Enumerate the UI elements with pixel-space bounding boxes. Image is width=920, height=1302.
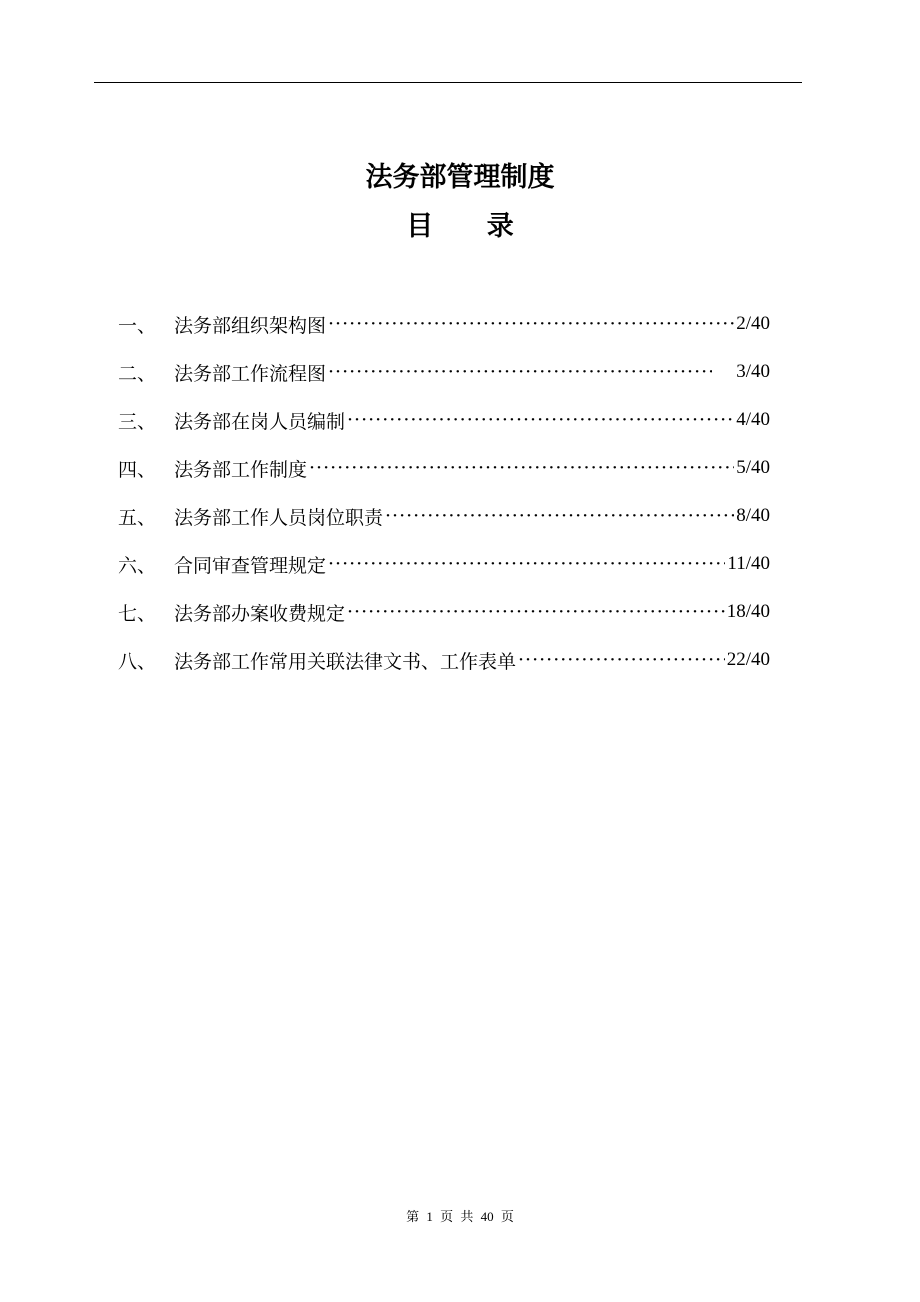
toc-entry-number: 五、 xyxy=(118,506,157,529)
toc-dot-leader xyxy=(309,457,734,479)
toc-entry[interactable] xyxy=(118,540,770,588)
toc-entry-page: 8/40 xyxy=(736,505,770,526)
toc-entry-title: 法务部工作流程图 xyxy=(174,362,327,385)
toc-entry-number: 七、 xyxy=(118,602,157,625)
toc-dot-leader xyxy=(328,553,725,575)
header-rule xyxy=(94,82,802,83)
toc-entry-page: 11/40 xyxy=(727,553,770,574)
toc-entry-title: 法务部组织架构图 xyxy=(174,314,327,337)
page-footer: 第 1 页 共 40 页 xyxy=(406,1209,514,1224)
toc-entry-number: 一、 xyxy=(118,314,157,337)
toc-dot-leader xyxy=(347,409,734,431)
toc-entry-number: 三、 xyxy=(118,410,157,433)
toc-entry[interactable] xyxy=(118,396,770,444)
document-title: 法务部管理制度 xyxy=(365,162,555,193)
toc-entry-page: 2/40 xyxy=(736,313,770,334)
toc-dot-leader xyxy=(518,649,725,671)
toc-entry-title: 法务部工作人员岗位职责 xyxy=(174,506,384,529)
toc-entry-page: 4/40 xyxy=(736,409,770,430)
toc-entry-page: 5/40 xyxy=(736,457,770,478)
toc-entry[interactable] xyxy=(118,444,770,492)
toc-dot-leader xyxy=(385,505,734,527)
toc-entry-title: 法务部在岗人员编制 xyxy=(174,410,346,433)
table-of-contents xyxy=(118,300,770,684)
toc-entry[interactable] xyxy=(118,492,770,540)
toc-entry[interactable] xyxy=(118,348,770,396)
toc-entry-number: 二、 xyxy=(118,362,157,385)
toc-entry-title: 法务部工作制度 xyxy=(174,458,308,481)
toc-entry-title: 合同审查管理规定 xyxy=(174,554,327,577)
toc-entry-number: 四、 xyxy=(118,458,157,481)
toc-entry-number: 八、 xyxy=(118,650,157,673)
toc-entry[interactable] xyxy=(118,636,770,684)
toc-dot-leader xyxy=(347,601,725,623)
toc-entry-title: 法务部工作常用关联法律文书、工作表单 xyxy=(174,650,517,673)
toc-dot-leader xyxy=(328,313,734,335)
toc-entry-page: 22/40 xyxy=(726,649,770,670)
toc-entry-title: 法务部办案收费规定 xyxy=(174,602,346,625)
toc-dot-leader xyxy=(328,361,712,383)
toc-entry[interactable] xyxy=(118,300,770,348)
toc-entry[interactable] xyxy=(118,588,770,636)
toc-heading: 目 录 xyxy=(406,211,536,242)
toc-entry-number: 六、 xyxy=(118,554,157,577)
toc-entry-page: 3/40 xyxy=(736,361,770,382)
toc-entry-page: 18/40 xyxy=(726,601,770,622)
